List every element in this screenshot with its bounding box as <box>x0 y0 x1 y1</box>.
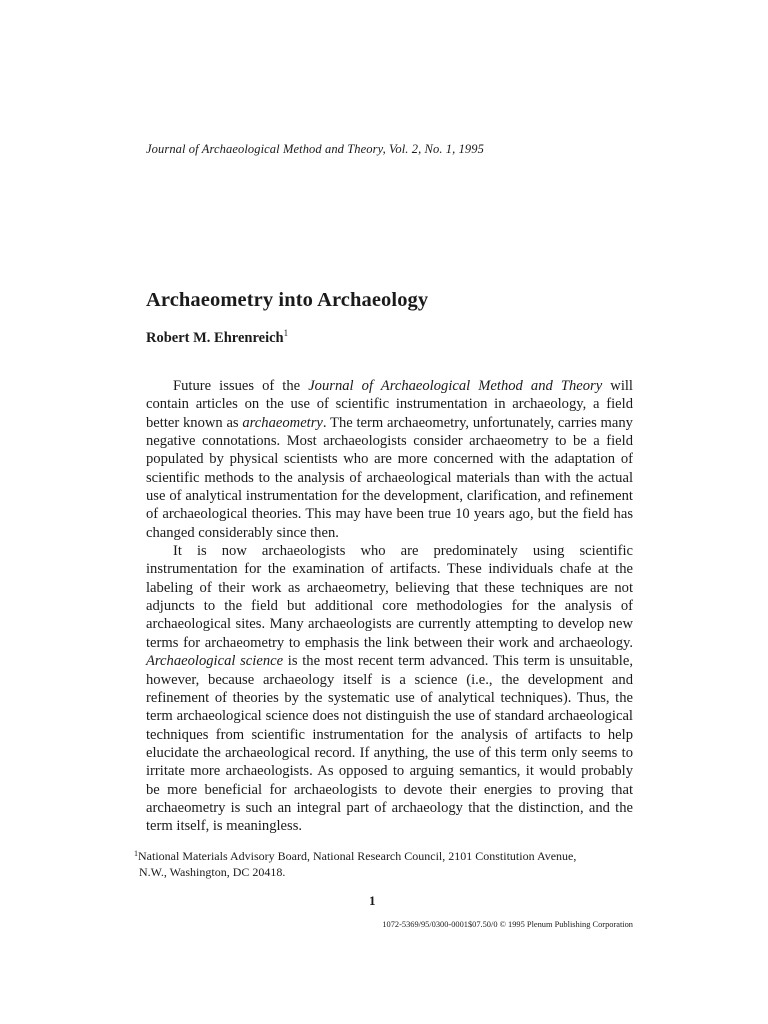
footnote <box>134 849 634 880</box>
article-title: Archaeometry into Archaeology <box>146 289 429 311</box>
author-footnote-mark: 1 <box>283 328 289 338</box>
journal-citation: Journal of Archaeological Method and Theory, Vol. 2, No. 1, 1995 <box>146 142 484 156</box>
journal-name-emphasis: Journal of Archaeological Method and Theory <box>308 378 603 394</box>
footnote-line-1: $^1$National Materials Advisory Board, National Research Council, 2101 Constitution Avenue, <box>134 849 577 863</box>
term-emphasis: archaeometry <box>242 414 323 431</box>
footnote-mark: 1 <box>134 849 138 858</box>
page-number: 1 <box>369 893 376 908</box>
author-name: Robert M. Ehrenreich <box>146 330 284 346</box>
author-line <box>146 330 288 347</box>
article-body <box>146 377 633 836</box>
footnote-line-2: N.W., Washington, DC 20418. <box>139 864 286 879</box>
body-paragraph-2: It is now archaeologists who are predominately using scientific instrumentation for the examination of artifacts. These individuals chafe at the labeling of their work as archaeometry, believing that these techniques are not adjuncts to the field but additional core methodologies for the analysis of archaeological sites. Many archaeologists are currently attempting to develop new terms for archaeometry to emphasis the link between their work and archaeology. Archaeological science is the most recent term advanced. This term is unsuitable, however, because archaeology itself is a science (i.e., the development and refinement of theories by the systematic use of analytical techniques). Thus, the term archaeological science does not distinguish the use of standard archaeological techniques from scientific instrumentation for the analysis of artifacts to help elucidate the archaeological record. If anything, the use of this term only seems to irritate more archaeologists. As opposed to arguing semantics, it would probably be more beneficial for archaeologists to devote their energies to proving that archaeometry is such an integral part of archaeology that the distinction, and the term itself, is meaningless. <box>146 543 633 835</box>
term-emphasis: Archaeological science <box>146 653 284 670</box>
copyright-line: 1072-5369/95/0300-0001$07.50/0 © 1995 Plenum Publishing Corporation <box>382 920 633 929</box>
body-paragraph-1: Future issues of the Journal of Archaeological Method and Theory will contain articles on the use of scientific instrumentation in archaeology, a field better known as archaeometry. The term archaeometry, unfortunately, carries many negative connotations. Most archaeologists consider archaeometry to be a field populated by physical scientists who are more concerned with the adaptation of scientific methods to the analysis of archaeological materials than with the actual use of analytical instrumentation for the development, clarification, and refinement of archaeological theories. This may have been true 10 years ago, but the field has changed considerably since then. <box>146 378 633 541</box>
